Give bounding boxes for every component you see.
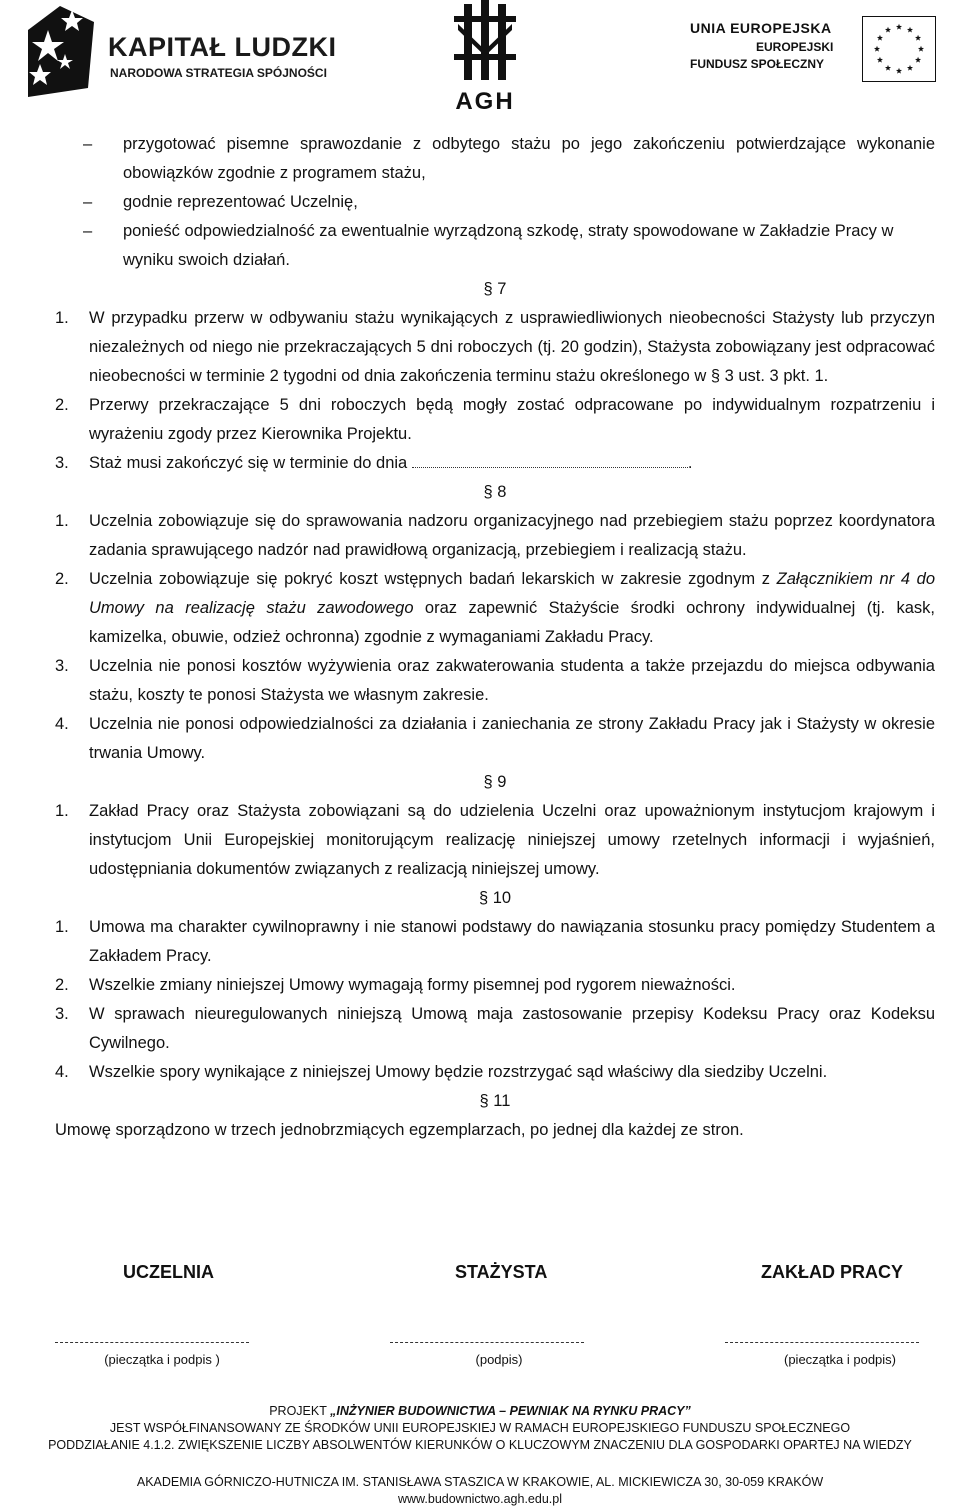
item-text: Wszelkie zmiany niniejszej Umowy wymagają formy pisemnej pod rygorem nieważności. bbox=[89, 976, 736, 994]
signature-line-uczelnia[interactable] bbox=[55, 1342, 249, 1343]
dash-bullet: – bbox=[83, 135, 93, 153]
obligation-item bbox=[55, 217, 935, 275]
item-text: Uczelnia zobowiązuje się do sprawowania nadzoru organizacyjnego nad przebiegiem stażu poprzez koordynatora zadania sprawującego nadzór nad prawidłową organizacją, przebiegiem i realizacją stażu. bbox=[89, 512, 935, 559]
page-header bbox=[0, 0, 960, 120]
section-11-text: Umowę sporządzono w trzech jednobrzmiących egzemplarzach, po jednej dla każdej ze stron. bbox=[55, 1121, 744, 1139]
footer-funding-line: JEST WSPÓŁFINANSOWANY ZE ŚRODKÓW UNII EUROPEJSKIEJ W RAMACH EUROPEJSKIEGO FUNDUSZU SPOŁECZNEGO bbox=[109, 1421, 851, 1435]
footer-project-prefix: PROJEKT bbox=[269, 1404, 331, 1418]
item-text: Umowa ma charakter cywilnoprawny i nie stanowi podstawy do nawiązania stosunku pracy pomiędzy Studentem a Zakładem Pracy. bbox=[89, 918, 935, 965]
section-8-item bbox=[55, 507, 935, 565]
signature-heading-zaklad: ZAKŁAD PRACY bbox=[761, 1262, 903, 1282]
section-9-item bbox=[55, 797, 935, 884]
section-8-item bbox=[55, 652, 935, 710]
item-text: Przerwy przekraczające 5 dni roboczych będą mogły zostać odpracowane po indywidualnym rozpatrzeniu i wyrażeniu zgody przez Kierownika Projektu. bbox=[89, 396, 935, 443]
item-text: W sprawach nieuregulowanych niniejszą Umową maja zastosowanie przepisy Kodeksu Pracy oraz Kodeksu Cywilnego. bbox=[89, 1005, 935, 1052]
section-10-item bbox=[55, 971, 935, 1000]
item-text: Uczelnia nie ponosi kosztów wyżywienia oraz zakwaterowania studenta a także przejazdu do miejsca odbywania stażu, koszty te ponosi Stażysta we własnym zakresie. bbox=[89, 657, 935, 704]
item-text: Uczelnia nie ponosi odpowiedzialności za działania i zaniechania ze strony Zakładu Pracy jak i Stażysty w okresie trwania Umowy. bbox=[89, 715, 935, 762]
section-10-item bbox=[55, 913, 935, 971]
end-date-blank[interactable] bbox=[412, 449, 688, 468]
item-number: 3. bbox=[55, 454, 69, 472]
item-text: Wszelkie spory wynikające z niniejszej Umowy będzie rozstrzygać sąd właściwy dla siedziby Uczelni. bbox=[89, 1063, 828, 1081]
document-body bbox=[55, 130, 935, 1145]
item-number: 2. bbox=[55, 570, 69, 588]
item-text: Staż musi zakończyć się w terminie do dnia bbox=[89, 454, 408, 472]
dash-bullet: – bbox=[83, 193, 93, 211]
footer-address-line: AKADEMIA GÓRNICZO-HUTNICZA IM. STANISŁAWA STASZICA W KRAKOWIE, AL. MICKIEWICZA 30, 30-059 KRAKÓW bbox=[136, 1475, 824, 1489]
item-number: 4. bbox=[55, 1063, 69, 1081]
obligation-text: przygotować pisemne sprawozdanie z odbytego stażu po jego zakończeniu potwierdzające wykonanie obowiązków zgodnie z programem stażu, bbox=[123, 135, 935, 182]
item-number: 1. bbox=[55, 802, 69, 820]
item-number: 1. bbox=[55, 512, 69, 530]
signature-caption-stazysta: (podpis) bbox=[475, 1352, 523, 1367]
section-10-item bbox=[55, 1000, 935, 1058]
footer-project-line bbox=[0, 1403, 960, 1420]
item-number: 1. bbox=[55, 918, 69, 936]
agh-text: AGH bbox=[455, 88, 515, 115]
section-7-item bbox=[55, 391, 935, 449]
item-text: W przypadku przerw w odbywaniu stażu wynikających z usprawiedliwionych nieobecności Stażysty lub przyczyn niezależnych od niego nie przekraczających 5 dni roboczych (tj. 20 godzin), Stażysta zobowiązany jest odpracować nieobecności w terminie 2 tygodni od dnia zakończenia terminu stażu określonego w § 3 ust. 3 pkt. 1. bbox=[89, 309, 935, 385]
footer-measure-line: PODDZIAŁANIE 4.1.2. ZWIĘKSZENIE LICZBY ABSOLWENTÓW KIERUNKÓW O KLUCZOWYM ZNACZENIU DLA GOSPODARKI OPARTEJ NA WIEDZY bbox=[48, 1438, 912, 1452]
kapital-ludzki-emblem-icon bbox=[20, 2, 100, 102]
eu-logo-line1: UNIA EUROPEJSKA bbox=[690, 20, 832, 36]
agh-emblem-icon bbox=[450, 0, 520, 88]
footer-project-name: „INŻYNIER BUDOWNICTWA – PEWNIAK NA RYNKU PRACY” bbox=[330, 1404, 691, 1418]
item-text-italic: Załącznikiem nr 4 do Umowy na realizację stażu zawodowego bbox=[89, 570, 935, 617]
section-8-item bbox=[55, 710, 935, 768]
kapital-ludzki-subtitle: NARODOWA STRATEGIA SPÓJNOŚCI bbox=[110, 66, 327, 80]
section-7-item bbox=[55, 449, 935, 478]
item-text-post: oraz zapewnić Stażyście środki ochrony indywidualnej (tj. kask, kamizelka, obuwie, odzież ochronna) zgodnie z wymaganiami Zakładu Pracy. bbox=[89, 599, 935, 646]
obligation-item bbox=[55, 188, 935, 217]
item-number: 2. bbox=[55, 396, 69, 414]
section-7-item bbox=[55, 304, 935, 391]
section-8-item bbox=[55, 565, 935, 652]
item-number: 1. bbox=[55, 309, 69, 327]
agh-logo bbox=[450, 0, 520, 118]
section-10-item bbox=[55, 1058, 935, 1087]
item-end: . bbox=[687, 454, 693, 472]
dash-bullet: – bbox=[83, 222, 93, 240]
section-11-heading: § 11 bbox=[479, 1092, 511, 1110]
section-9-heading: § 9 bbox=[483, 773, 507, 791]
item-text: Zakład Pracy oraz Stażysta zobowiązani są do udzielenia Uczelni oraz upoważnionym instytucjom krajowym i instytucjom Unii Europejskiej monitorującym realizację niniejszej umowy rzetelnych informacji i wyjaśnień, udostępniania dokumentów związanych z realizacją niniejszej umowy. bbox=[89, 802, 935, 878]
item-number: 4. bbox=[55, 715, 69, 733]
item-number: 2. bbox=[55, 976, 69, 994]
eu-logo-line3: FUNDUSZ SPOŁECZNY bbox=[690, 57, 825, 71]
eu-logo-line2: EUROPEJSKI bbox=[756, 40, 834, 54]
footer-website[interactable]: www.budownictwo.agh.edu.pl bbox=[398, 1492, 562, 1506]
kapital-ludzki-logo bbox=[20, 2, 337, 102]
kapital-ludzki-title: KAPITAŁ LUDZKI bbox=[108, 32, 337, 62]
obligation-text: godnie reprezentować Uczelnię, bbox=[123, 193, 358, 211]
section-8-heading: § 8 bbox=[483, 483, 507, 501]
section-10-heading: § 10 bbox=[478, 889, 512, 907]
eu-logo bbox=[690, 18, 950, 98]
item-text-pre: Uczelnia zobowiązuje się pokryć koszt wstępnych badań lekarskich w zakresie zgodnym z bbox=[89, 570, 777, 588]
obligation-item bbox=[55, 130, 935, 188]
signature-heading-stazysta: STAŻYSTA bbox=[455, 1262, 548, 1282]
signature-caption-uczelnia: (pieczątka i podpis ) bbox=[104, 1352, 220, 1367]
signature-caption-zaklad: (pieczątka i podpis) bbox=[784, 1352, 896, 1367]
item-number: 3. bbox=[55, 657, 69, 675]
signature-line-zaklad[interactable] bbox=[725, 1342, 919, 1343]
signature-heading-uczelnia: UCZELNIA bbox=[123, 1262, 214, 1282]
eu-flag-icon bbox=[862, 16, 936, 82]
signature-line-stazysta[interactable] bbox=[390, 1342, 584, 1343]
item-number: 3. bbox=[55, 1005, 69, 1023]
section-7-heading: § 7 bbox=[483, 280, 507, 298]
obligation-text: ponieść odpowiedzialność za ewentualnie wyrządzoną szkodę, straty spowodowane w Zakładzie Pracy w wyniku swoich działań. bbox=[123, 222, 894, 269]
page-footer bbox=[0, 1403, 960, 1508]
